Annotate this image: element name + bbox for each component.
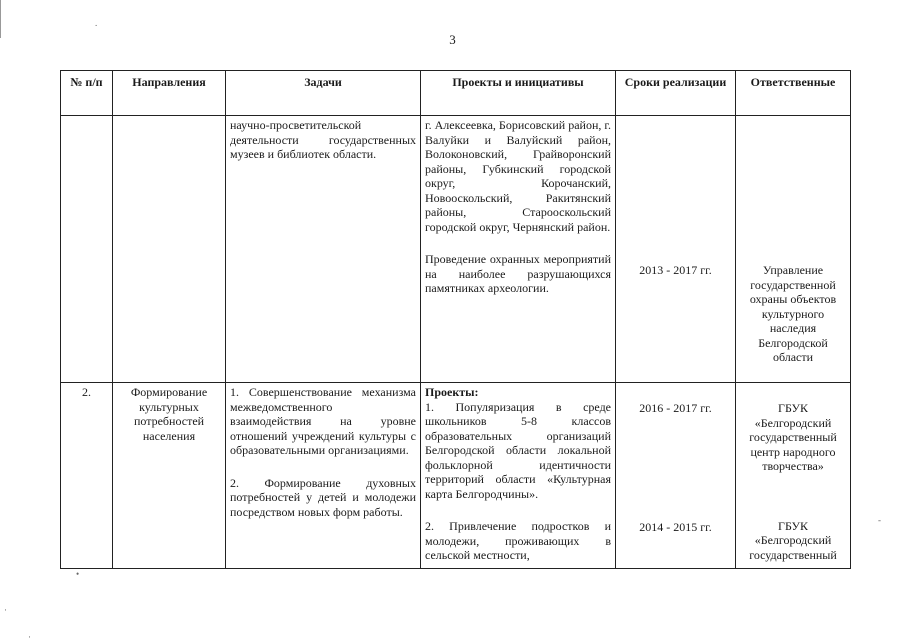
- row1-projects: [421, 116, 616, 383]
- scan-speck: -: [878, 515, 881, 525]
- row1-dates-value: 2013 - 2017 гг.: [639, 263, 712, 277]
- row1-responsible: [736, 116, 851, 383]
- row2-task-2: 2. Формирование духовных потребностей у детей и молодежи посредством новых форм работы.: [230, 475, 416, 519]
- row2-dates: [616, 383, 736, 569]
- row1-projects-districts: г. Алексеевка, Борисовский район, г. Валуйки и Валуйский район, Волоконовский, Грайворонский районы, Губкинский городской округ, Корочанский, Новооскольский, Ракитянский районы, Старооскольский городской округ, Чернянский район.: [425, 118, 611, 234]
- header-tasks: Задачи: [226, 71, 421, 116]
- row2-project-2: 2. Привлечение подростков и молодежи, проживающих в сельской местности,: [425, 519, 611, 562]
- plan-table: [60, 70, 851, 569]
- row1-direction: [113, 116, 226, 383]
- table-row: [61, 383, 851, 569]
- table-header-row: [61, 71, 851, 116]
- row2-responsible-1: ГБУК «Белгородский государственный центр народного творчества»: [749, 401, 837, 473]
- row2-task-1: 1. Совершенствование механизма межведомственного взаимодействия на уровне отношений учреждений культуры с образовательными организациями.: [230, 385, 416, 457]
- row1-tasks: научно-просветительской деятельности государственных музеев и библиотек области.: [226, 116, 421, 383]
- row2-responsible-2: ГБУК «Белгородский государственный: [749, 518, 837, 562]
- header-dates: Сроки реализации: [616, 71, 736, 116]
- scan-speck: •: [76, 569, 80, 579]
- row2-responsible: [736, 383, 851, 569]
- header-responsible: Ответственные: [736, 71, 851, 116]
- header-direction: Направления: [113, 71, 226, 116]
- row2-tasks: [226, 383, 421, 569]
- row2-number: 2.: [61, 383, 113, 569]
- table-row: [61, 116, 851, 383]
- scan-speck: ·: [28, 632, 31, 642]
- row1-number: [61, 116, 113, 383]
- scan-speck: .: [95, 18, 98, 28]
- row1-dates: [616, 116, 736, 383]
- row2-projects-heading: Проекты:: [425, 385, 479, 399]
- page-number: 3: [449, 32, 456, 47]
- row1-responsible-value: Управление государственной охраны объектов культурного наследия Белгородской области: [749, 263, 837, 364]
- header-number: № п/п: [61, 71, 113, 116]
- row2-project-1: 1. Популяризация в среде школьников 5-8 классов образовательных организаций Белгородской области локальной фольклорной идентичности территорий области «Культурная карта Белгородчины».: [425, 399, 611, 501]
- row1-projects-archaeology: Проведение охранных мероприятий на наиболее разрушающихся памятниках археологии.: [425, 252, 611, 295]
- header-projects: Проекты и инициативы: [421, 71, 616, 116]
- row2-projects: [421, 383, 616, 569]
- row2-dates-2: 2014 - 2015 гг.: [639, 519, 712, 534]
- row2-direction: Формирование культурных потребностей населения: [113, 383, 226, 569]
- scan-speck: ·: [4, 605, 7, 615]
- row2-dates-1: 2016 - 2017 гг.: [639, 401, 712, 415]
